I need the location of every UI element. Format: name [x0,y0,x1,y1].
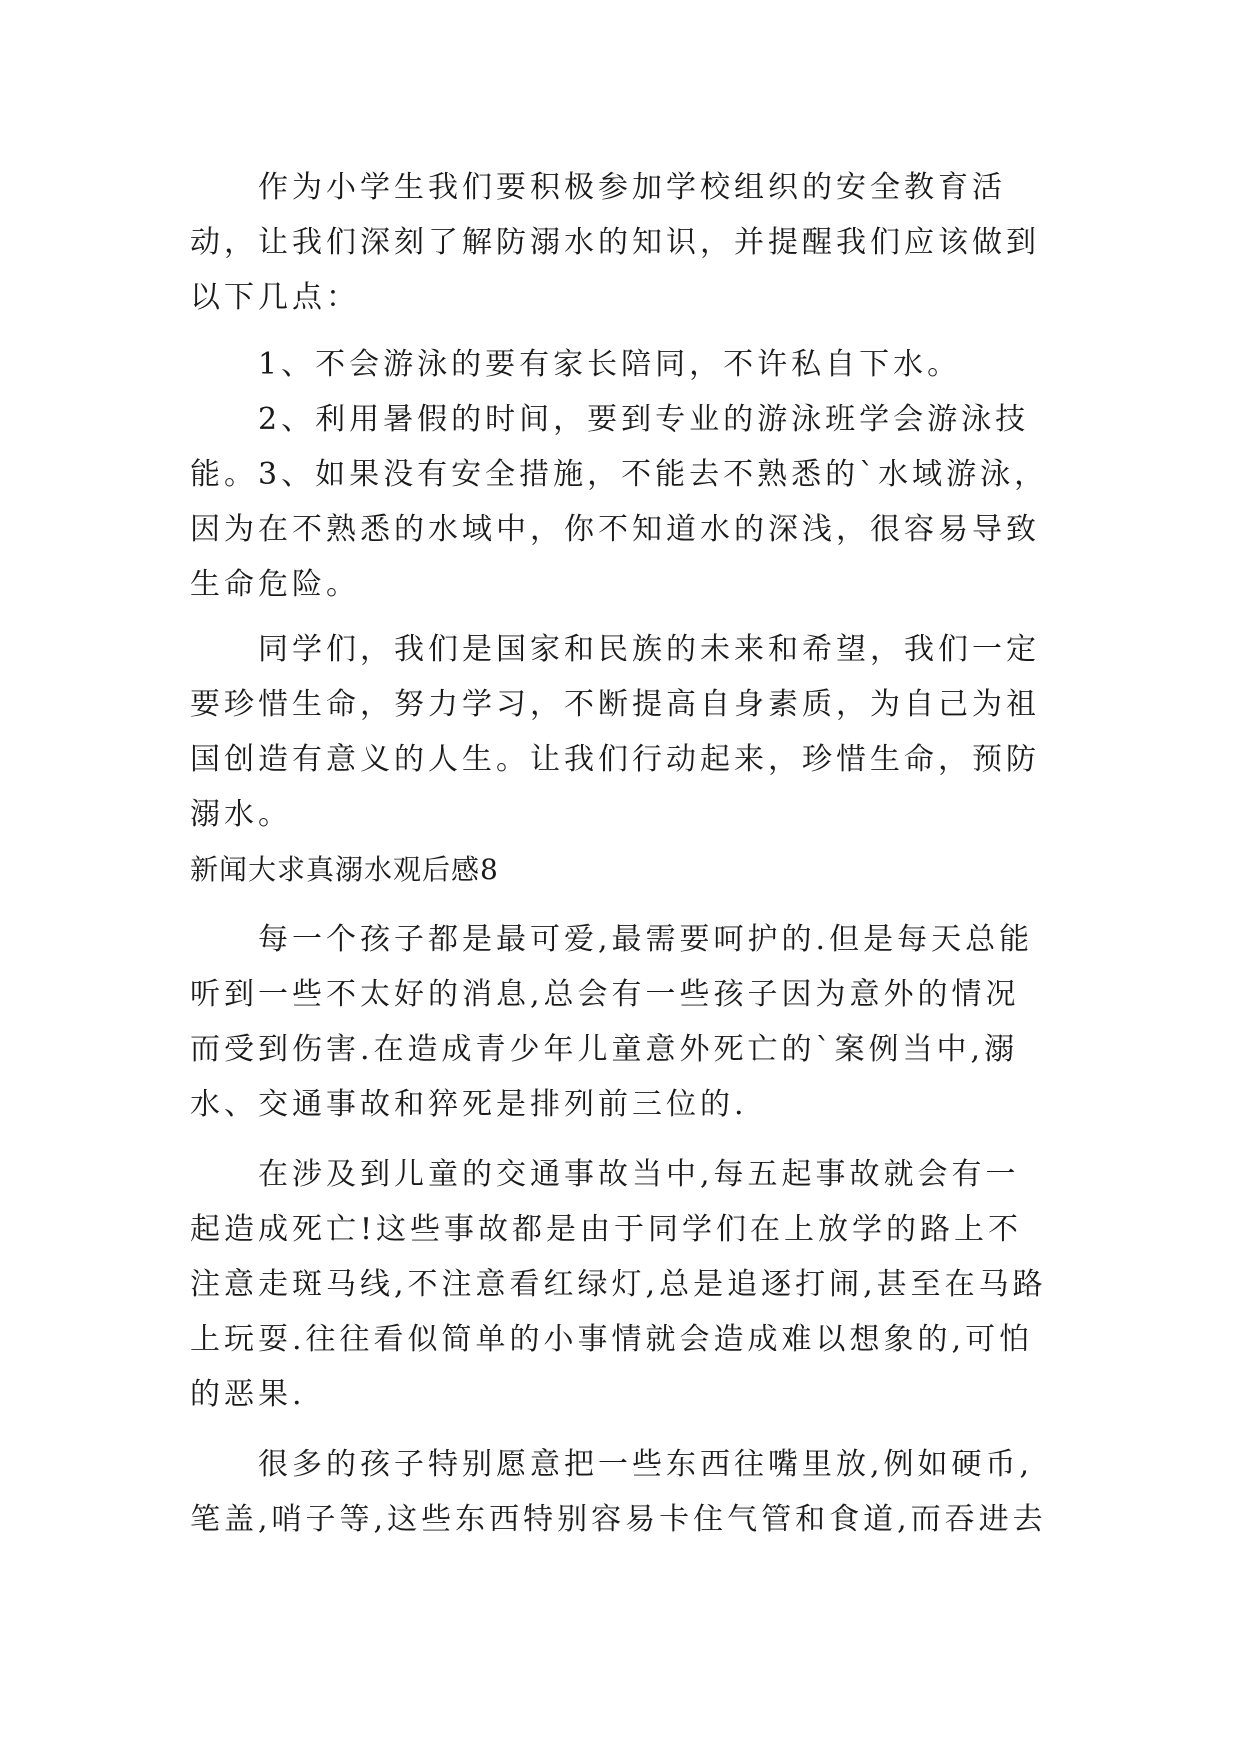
list-item-3: 3、如果没有安全措施，不能去不熟悉的`水域游泳，因为在不熟悉的水域中，你不知道水的深浅，很容易导致生命危险。 [190,457,1049,602]
paragraph-call-to-action: 同学们，我们是国家和民族的未来和希望，我们一定要珍惜生命，努力学习，不断提高自身素质，为自己为祖国创造有意义的人生。让我们行动起来，珍惜生命，预防溺水。 [190,632,1040,832]
paragraph-traffic-accidents: 在涉及到儿童的交通事故当中,每五起事故就会有一起造成死亡!这些事故都是由于同学们在上放学的路上不注意走斑马线,不注意看红绿灯,总是追逐打闹,甚至在马路上玩耍.往往看似简单的小事情就会造成难以想象的,可怕的恶果. [190,1157,1047,1412]
paragraph-choking-hazards: 很多的孩子特别愿意把一些东西往嘴里放,例如硬币,笔盖,哨子等,这些东西特别容易卡住气管和食道,而吞进去 [190,1447,1047,1537]
section-title: 新闻大求真溺水观后感8 [190,853,499,886]
paragraph-accidents-intro: 每一个孩子都是最可爱,最需要呵护的.但是每天总能听到一些不太好的消息,总会有一些孩子因为意外的情况而受到伤害.在造成青少年儿童意外死亡的`案例当中,溺水、交通事故和猝死是排列前三位的. [190,922,1034,1122]
list-item-2: 2、利用暑假的时间，要到专业的游泳班学会游泳技能。 [190,402,1030,492]
paragraph-safety-education: 作为小学生我们要积极参加学校组织的安全教育活动，让我们深刻了解防溺水的知识，并提醒我们应该做到以下几点： [190,170,1040,315]
list-item-1: 1、不会游泳的要有家长陪同，不许私自下水。 [258,347,962,382]
